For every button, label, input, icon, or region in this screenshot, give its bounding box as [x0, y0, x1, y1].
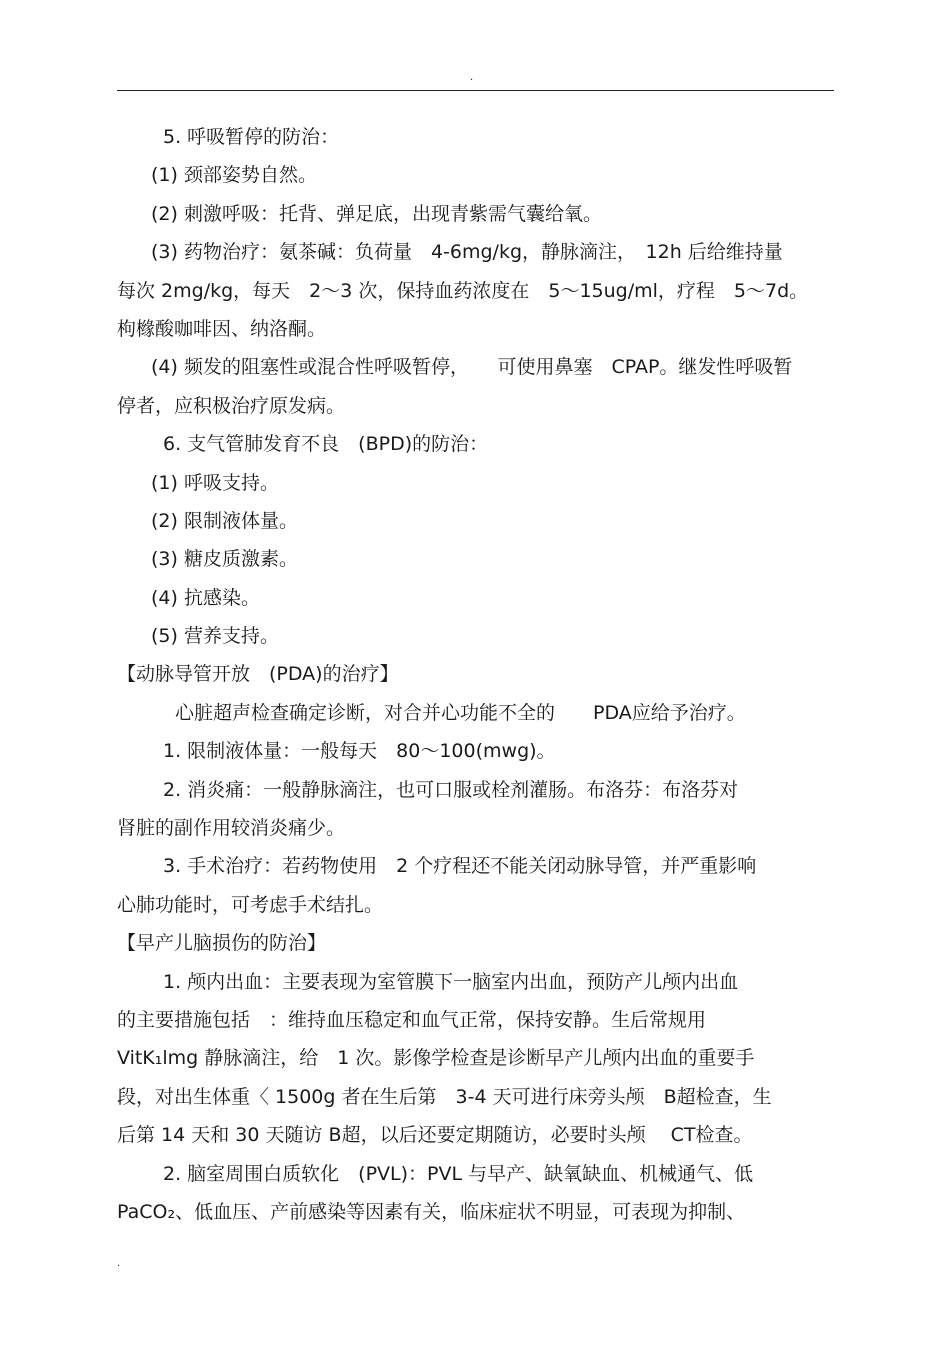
paragraph-line: 1. 限制液体量：一般每天 80～100(mwg)。 — [163, 740, 556, 763]
paragraph-line: 1. 颅内出血：主要表现为室管膜下一脑室内出血，预防产儿颅内出血 — [163, 970, 739, 993]
paragraph-line: 2. 脑室周围白质软化 (PVL)：PVL 与早产、缺氧缺血、机械通气、低 — [163, 1162, 754, 1185]
paragraph-line: (4) 抗感染。 — [151, 586, 260, 609]
paragraph-line: VitK₁lmg 静脉滴注，给 1 次。影像学检查是诊断早产儿颅内出血的重要手 — [117, 1047, 755, 1070]
section-heading-apnea: 5. 呼吸暂停的防治： — [163, 126, 340, 148]
paragraph-line: 2. 消炎痛：一般静脉滴注，也可口服或栓剂灌肠。布洛芬：布洛芬对 — [163, 778, 739, 801]
paragraph-line: 心脏超声检查确定诊断，对合并心功能不全的 PDA应给予治疗。 — [175, 701, 746, 724]
paragraph-line: 停者，应积极治疗原发病。 — [117, 394, 346, 417]
paragraph-line: (2) 刺激呼吸：托背、弹足底，出现青紫需气囊给氧。 — [151, 202, 602, 225]
paragraph-line: 枸橼酸咖啡因、纳洛酮。 — [117, 317, 327, 340]
footer-mark: . — [117, 1258, 121, 1269]
section-heading-brain-injury: 【早产儿脑损伤的防治】 — [117, 932, 327, 955]
paragraph-line: 肾脏的副作用较消炎痛少。 — [117, 817, 346, 840]
paragraph-line: (1) 颈部姿势自然。 — [151, 164, 317, 187]
paragraph-line: (4) 频发的阻塞性或混合性呼吸暂停， 可使用鼻塞 CPAP。继发性呼吸暂 — [151, 356, 793, 379]
paragraph-line: (3) 糖皮质激素。 — [151, 548, 298, 571]
paragraph-line: (5) 营养支持。 — [151, 625, 279, 648]
section-heading-bpd: 6. 支气管肺发育不良 (BPD)的防治： — [163, 433, 489, 456]
paragraph-line: (2) 限制液体量。 — [151, 509, 298, 532]
document-body — [117, 118, 834, 1231]
paragraph-line: PaCO₂、低血压、产前感染等因素有关，临床症状不明显，可表现为抑制、 — [117, 1200, 746, 1223]
paragraph-line: 每次 2mg/kg，每天 2～3 次，保持血药浓度在 5～15ug/ml，疗程 5～7d。 — [117, 279, 809, 302]
paragraph-line: 3. 手术治疗：若药物使用 2 个疗程还不能关闭动脉导管，并严重影响 — [163, 855, 757, 878]
paragraph-line: 后第 14 天和 30 天随访 B超，以后还要定期随访，必要时头颅 CT检查。 — [117, 1124, 753, 1147]
header-rule — [117, 90, 834, 91]
paragraph-line: (1) 呼吸支持。 — [151, 471, 279, 494]
paragraph-line: 心肺功能时，可考虑手术结扎。 — [117, 893, 384, 916]
paragraph-line: 的主要措施包括 ：维持血压稳定和血气正常，保持安静。生后常规用 — [117, 1008, 707, 1031]
paragraph-line: 段，对出生体重〈 1500g 者在生后第 3-4 天可进行床旁头颅 B超检查，生 — [117, 1085, 772, 1108]
section-heading-pda: 【动脉导管开放 (PDA)的治疗】 — [117, 663, 399, 686]
paragraph-line: (3) 药物治疗：氨茶碱：负荷量 4-6mg/kg，静脉滴注， 12h 后给维持量 — [151, 241, 783, 264]
header-mark: . — [470, 72, 474, 83]
